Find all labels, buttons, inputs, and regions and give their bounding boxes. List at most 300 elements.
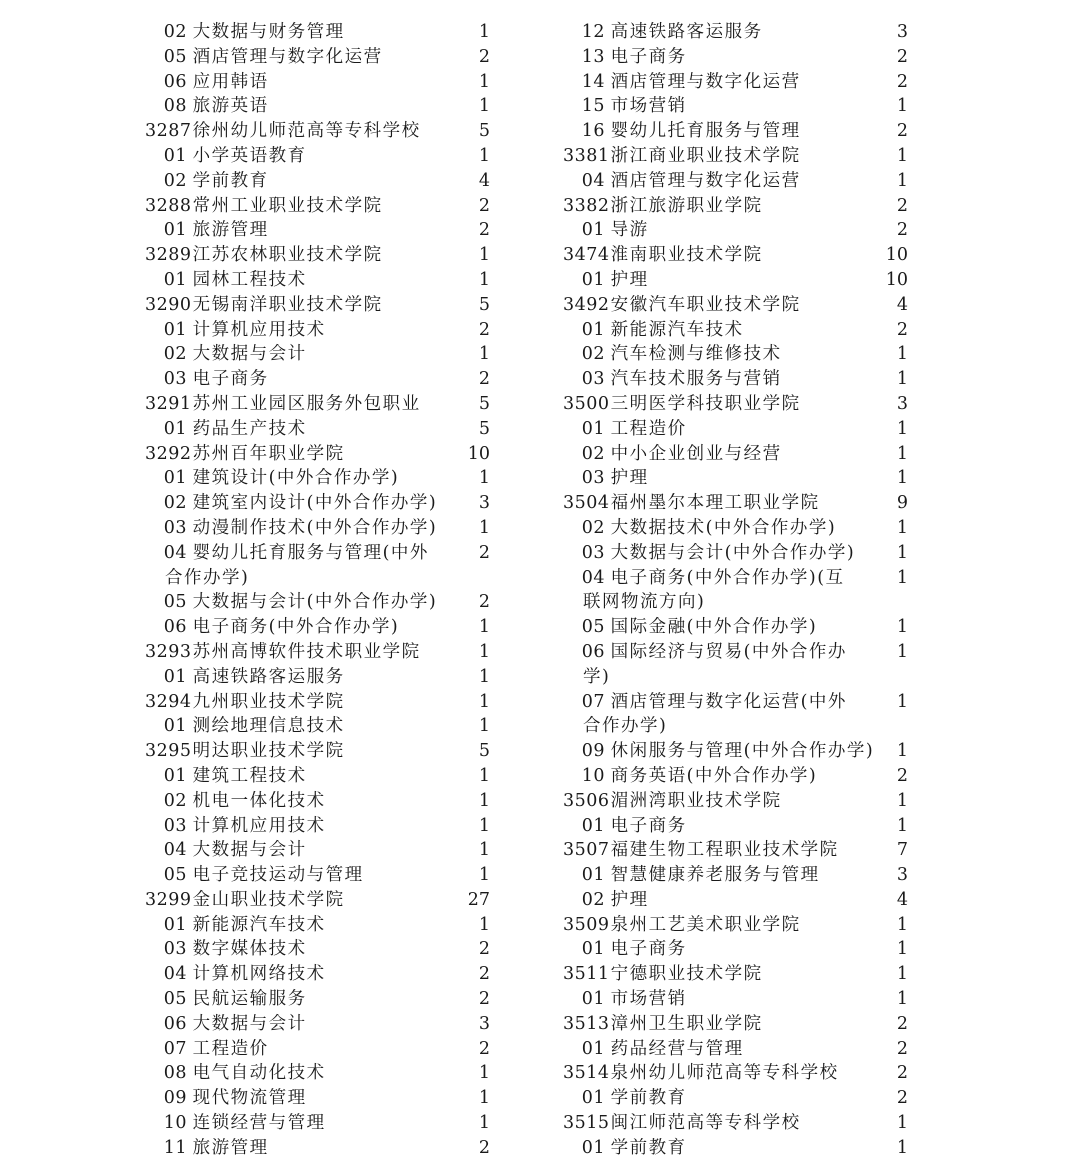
enrollment-count: 9 — [896, 493, 908, 514]
major-code: 07 — [581, 691, 605, 712]
major-code: 06 — [581, 641, 605, 662]
major-row — [563, 466, 908, 491]
enrollment-count: 3 — [896, 393, 908, 414]
enrollment-count: 2 — [896, 121, 908, 142]
major-code: 01 — [581, 1088, 605, 1109]
major-row — [145, 491, 490, 516]
major-row — [563, 987, 908, 1012]
school-name: 金山职业技术学院 — [192, 889, 345, 910]
enrollment-count: 1 — [896, 641, 908, 662]
major-row — [563, 70, 908, 95]
major-row — [145, 937, 490, 962]
enrollment-count: 1 — [478, 1063, 490, 1084]
major-name: 智慧健康养老服务与管理 — [610, 865, 820, 886]
major-code: 06 — [163, 1013, 187, 1034]
school-name: 九州职业技术学院 — [192, 691, 345, 712]
enrollment-count: 1 — [478, 840, 490, 861]
major-code: 08 — [163, 1063, 187, 1084]
enrollment-count: 1 — [478, 765, 490, 786]
major-name: 大数据与会计 — [192, 344, 307, 365]
major-name: 连锁经营与管理 — [192, 1113, 326, 1134]
major-name: 旅游管理 — [192, 220, 269, 241]
major-name: 电子商务(中外合作办学) — [192, 617, 400, 638]
major-name: 计算机应用技术 — [192, 815, 326, 836]
enrollment-count: 4 — [478, 170, 490, 191]
major-code: 03 — [163, 369, 187, 390]
major-name: 小学英语教育 — [192, 145, 307, 166]
school-code: 3288 — [145, 195, 192, 216]
major-row — [563, 169, 908, 194]
major-name: 大数据与财务管理 — [192, 22, 345, 42]
school-name: 苏州高博软件技术职业学院 — [192, 641, 421, 662]
school-code: 3381 — [563, 145, 610, 166]
enrollment-count: 1 — [478, 815, 490, 836]
major-row — [563, 45, 908, 70]
major-name: 动漫制作技术(中外合作办学) — [192, 517, 438, 538]
major-name: 学前教育 — [192, 170, 269, 191]
major-code: 01 — [163, 220, 187, 241]
school-row — [563, 392, 908, 417]
major-row — [145, 1037, 490, 1062]
enrollment-count: 2 — [478, 989, 490, 1010]
major-name: 建筑工程技术 — [192, 765, 307, 786]
enrollment-count: 1 — [896, 1137, 908, 1158]
major-code: 01 — [163, 269, 187, 290]
enrollment-count: 10 — [885, 245, 908, 266]
major-row — [145, 714, 490, 739]
major-row-continuation — [145, 566, 490, 591]
major-name: 新能源汽车技术 — [610, 319, 744, 340]
enrollment-count: 1 — [478, 865, 490, 886]
major-code: 04 — [163, 840, 187, 861]
school-name: 福州墨尔本理工职业学院 — [610, 493, 820, 514]
school-row — [145, 392, 490, 417]
major-code: 02 — [581, 889, 605, 910]
major-row — [563, 417, 908, 442]
major-row — [145, 20, 490, 45]
enrollment-count: 10 — [467, 443, 490, 464]
enrollment-count: 2 — [896, 46, 908, 67]
enrollment-count: 1 — [896, 1113, 908, 1134]
enrollment-count: 2 — [478, 939, 490, 960]
major-row — [145, 913, 490, 938]
major-name: 电子商务 — [610, 815, 687, 836]
enrollment-count: 1 — [478, 790, 490, 811]
major-row — [145, 318, 490, 343]
major-code: 03 — [581, 542, 605, 563]
major-name: 婴幼儿托育服务与管理(中外 — [192, 542, 429, 563]
major-code: 05 — [163, 989, 187, 1010]
major-row — [145, 367, 490, 392]
major-code: 01 — [163, 319, 187, 340]
school-code: 3293 — [145, 641, 192, 662]
major-row — [145, 218, 490, 243]
enrollment-count: 3 — [478, 1013, 490, 1034]
school-name: 苏州百年职业学院 — [192, 443, 345, 464]
school-code: 3294 — [145, 691, 192, 712]
enrollment-count: 1 — [478, 617, 490, 638]
enrollment-count: 2 — [896, 1088, 908, 1109]
enrollment-count: 1 — [896, 914, 908, 935]
major-code: 13 — [581, 46, 605, 67]
major-row — [145, 1136, 490, 1161]
major-row — [145, 94, 490, 119]
school-name: 徐州幼儿师范高等专科学校 — [192, 121, 421, 142]
major-name: 大数据与会计(中外合作办学) — [610, 542, 856, 563]
school-code: 3506 — [563, 790, 610, 811]
school-code: 3504 — [563, 493, 610, 514]
major-name: 市场营销 — [610, 96, 687, 117]
major-code: 01 — [581, 865, 605, 886]
enrollment-count: 2 — [478, 1038, 490, 1059]
major-code: 03 — [581, 468, 605, 489]
major-row — [145, 45, 490, 70]
major-row — [145, 1086, 490, 1111]
major-code: 01 — [163, 418, 187, 439]
major-row — [145, 615, 490, 640]
enrollment-count: 1 — [478, 641, 490, 662]
major-name: 大数据与会计 — [192, 840, 307, 861]
major-row — [145, 268, 490, 293]
school-name: 苏州工业园区服务外包职业 — [192, 393, 421, 414]
major-code: 09 — [163, 1088, 187, 1109]
major-row — [145, 541, 490, 566]
major-name: 高速铁路客运服务 — [610, 22, 763, 42]
major-name: 汽车技术服务与营销 — [610, 369, 782, 390]
enrollment-count: 1 — [896, 790, 908, 811]
major-code: 05 — [163, 592, 187, 613]
enrollment-count: 1 — [896, 939, 908, 960]
major-code: 01 — [163, 145, 187, 166]
major-code: 10 — [581, 765, 605, 786]
school-code: 3290 — [145, 294, 192, 315]
major-code: 01 — [581, 939, 605, 960]
school-code: 3292 — [145, 443, 192, 464]
major-row — [145, 516, 490, 541]
major-row — [145, 789, 490, 814]
major-row — [563, 690, 908, 715]
school-name: 淮南职业技术学院 — [610, 245, 763, 266]
major-code: 02 — [163, 790, 187, 811]
major-code: 01 — [581, 418, 605, 439]
major-name: 大数据技术(中外合作办学) — [610, 517, 837, 538]
major-code: 10 — [163, 1113, 187, 1134]
major-row — [563, 764, 908, 789]
enrollment-count: 1 — [896, 443, 908, 464]
school-name: 漳州卫生职业学院 — [610, 1013, 763, 1034]
school-name: 江苏农林职业技术学院 — [192, 245, 383, 266]
major-code: 12 — [581, 22, 605, 42]
enrollment-count: 2 — [478, 319, 490, 340]
school-row — [563, 243, 908, 268]
major-row — [563, 1136, 908, 1161]
major-name: 电子商务 — [192, 369, 269, 390]
major-code: 04 — [581, 567, 605, 588]
enrollment-count: 1 — [478, 22, 490, 42]
school-name: 湄洲湾职业技术学院 — [610, 790, 782, 811]
school-row — [145, 690, 490, 715]
school-code: 3382 — [563, 195, 610, 216]
school-code: 3299 — [145, 889, 192, 910]
enrollment-count: 1 — [478, 716, 490, 737]
major-row — [563, 566, 908, 591]
major-code: 03 — [163, 815, 187, 836]
major-code: 04 — [163, 542, 187, 563]
school-code: 3514 — [563, 1063, 610, 1084]
major-code: 15 — [581, 96, 605, 117]
school-row — [563, 1111, 908, 1136]
school-code: 3492 — [563, 294, 610, 315]
school-row — [145, 243, 490, 268]
major-row — [145, 962, 490, 987]
enrollment-count: 5 — [478, 294, 490, 315]
enrollment-count: 1 — [896, 964, 908, 985]
major-row — [145, 838, 490, 863]
school-row — [563, 913, 908, 938]
major-name: 现代物流管理 — [192, 1088, 307, 1109]
enrollment-count: 7 — [896, 840, 908, 861]
enrollment-count: 1 — [478, 468, 490, 489]
enrollment-count: 2 — [478, 220, 490, 241]
right-column — [563, 20, 908, 1161]
enrollment-count: 1 — [896, 617, 908, 638]
major-row — [563, 218, 908, 243]
major-name: 数字媒体技术 — [192, 939, 307, 960]
major-row — [563, 541, 908, 566]
school-row — [145, 640, 490, 665]
school-row — [145, 194, 490, 219]
school-code: 3507 — [563, 840, 610, 861]
major-code: 01 — [163, 716, 187, 737]
enrollment-count: 1 — [896, 567, 908, 588]
school-row — [145, 293, 490, 318]
major-row — [145, 814, 490, 839]
school-name: 泉州幼儿师范高等专科学校 — [610, 1063, 839, 1084]
school-name: 泉州工艺美术职业学院 — [610, 914, 801, 935]
major-row — [563, 516, 908, 541]
enrollment-count: 1 — [896, 542, 908, 563]
school-name: 安徽汽车职业技术学院 — [610, 294, 801, 315]
major-name: 工程造价 — [192, 1038, 269, 1059]
major-name-continuation: 联网物流方向) — [583, 592, 706, 613]
major-code: 02 — [163, 344, 187, 365]
major-row — [145, 863, 490, 888]
major-row — [563, 1086, 908, 1111]
major-row — [563, 318, 908, 343]
major-name: 应用韩语 — [192, 71, 269, 92]
major-code: 01 — [581, 269, 605, 290]
enrollment-count: 1 — [896, 145, 908, 166]
school-code: 3511 — [563, 964, 610, 985]
major-row — [563, 1037, 908, 1062]
major-name-continuation: 学) — [583, 666, 611, 687]
enrollment-count: 1 — [896, 517, 908, 538]
school-code: 3500 — [563, 393, 610, 414]
major-code: 01 — [163, 765, 187, 786]
school-name: 常州工业职业技术学院 — [192, 195, 383, 216]
major-name: 汽车检测与维修技术 — [610, 344, 782, 365]
enrollment-count: 1 — [478, 1113, 490, 1134]
major-code: 01 — [581, 220, 605, 241]
school-code: 3289 — [145, 245, 192, 266]
major-code: 03 — [163, 939, 187, 960]
major-name: 电子竞技运动与管理 — [192, 865, 364, 886]
major-row — [563, 20, 908, 45]
major-name: 药品经营与管理 — [610, 1038, 744, 1059]
major-row — [145, 665, 490, 690]
school-row — [563, 491, 908, 516]
major-row — [563, 367, 908, 392]
enrollment-count: 1 — [478, 1088, 490, 1109]
school-row — [145, 442, 490, 467]
major-row — [145, 342, 490, 367]
major-name: 护理 — [610, 468, 649, 489]
enrollment-count: 3 — [478, 493, 490, 514]
major-name: 国际金融(中外合作办学) — [610, 617, 818, 638]
major-code: 01 — [163, 914, 187, 935]
major-code: 02 — [163, 22, 187, 42]
enrollment-count: 1 — [478, 914, 490, 935]
major-code: 02 — [163, 493, 187, 514]
major-code: 02 — [581, 443, 605, 464]
enrollment-count: 2 — [896, 319, 908, 340]
major-name: 建筑室内设计(中外合作办学) — [192, 493, 438, 514]
school-name: 明达职业技术学院 — [192, 741, 345, 762]
enrollment-count: 2 — [478, 542, 490, 563]
major-name: 护理 — [610, 889, 649, 910]
enrollment-count: 27 — [467, 889, 490, 910]
enrollment-count: 1 — [478, 269, 490, 290]
enrollment-count: 2 — [478, 1137, 490, 1158]
major-name: 酒店管理与数字化运营 — [610, 170, 801, 191]
enrollment-count: 1 — [478, 691, 490, 712]
major-name: 国际经济与贸易(中外合作办 — [610, 641, 847, 662]
major-name: 电子商务(中外合作办学)(互 — [610, 567, 845, 588]
major-code: 01 — [581, 815, 605, 836]
major-name: 酒店管理与数字化运营 — [192, 46, 383, 67]
major-code: 04 — [581, 170, 605, 191]
enrollment-count: 2 — [478, 46, 490, 67]
major-row — [145, 466, 490, 491]
major-code: 01 — [581, 319, 605, 340]
major-code: 11 — [163, 1137, 187, 1158]
major-code: 14 — [581, 71, 605, 92]
major-name: 计算机网络技术 — [192, 964, 326, 985]
enrollment-count: 2 — [896, 195, 908, 216]
enrollment-count: 10 — [885, 269, 908, 290]
major-row — [145, 70, 490, 95]
school-row — [563, 789, 908, 814]
school-row — [563, 1061, 908, 1086]
enrollment-count: 1 — [896, 989, 908, 1010]
major-row — [563, 119, 908, 144]
major-row — [563, 739, 908, 764]
school-code: 3509 — [563, 914, 610, 935]
enrollment-count: 5 — [478, 121, 490, 142]
major-name: 旅游英语 — [192, 96, 269, 117]
major-code: 01 — [163, 468, 187, 489]
enrollment-count: 1 — [896, 691, 908, 712]
major-name: 中小企业创业与经营 — [610, 443, 782, 464]
major-name: 休闲服务与管理(中外合作办学) — [610, 741, 875, 762]
enrollment-count: 3 — [896, 22, 908, 42]
major-name: 大数据与会计(中外合作办学) — [192, 592, 438, 613]
major-name: 学前教育 — [610, 1088, 687, 1109]
major-row — [563, 94, 908, 119]
enrollment-count: 1 — [896, 170, 908, 191]
major-name: 婴幼儿托育服务与管理 — [610, 121, 801, 142]
major-row — [563, 863, 908, 888]
major-code: 05 — [581, 617, 605, 638]
enrollment-count: 1 — [896, 344, 908, 365]
enrollment-count: 1 — [478, 517, 490, 538]
major-name: 旅游管理 — [192, 1137, 269, 1158]
major-name: 测绘地理信息技术 — [192, 716, 345, 737]
major-row — [145, 764, 490, 789]
school-name: 无锡南洋职业技术学院 — [192, 294, 383, 315]
major-code: 02 — [581, 517, 605, 538]
major-code: 01 — [163, 666, 187, 687]
major-name: 大数据与会计 — [192, 1013, 307, 1034]
major-row — [145, 144, 490, 169]
major-code: 02 — [581, 344, 605, 365]
major-row — [563, 442, 908, 467]
major-name: 护理 — [610, 269, 649, 290]
enrollment-count: 2 — [896, 71, 908, 92]
school-row — [563, 1012, 908, 1037]
enrollment-count: 1 — [896, 418, 908, 439]
major-name: 机电一体化技术 — [192, 790, 326, 811]
major-name: 民航运输服务 — [192, 989, 307, 1010]
major-name: 电子商务 — [610, 939, 687, 960]
major-name: 酒店管理与数字化运营 — [610, 71, 801, 92]
left-column — [145, 20, 490, 1161]
enrollment-count: 2 — [478, 964, 490, 985]
major-row — [145, 1012, 490, 1037]
major-code: 08 — [163, 96, 187, 117]
major-name: 园林工程技术 — [192, 269, 307, 290]
major-row — [145, 169, 490, 194]
school-name: 三明医学科技职业学院 — [610, 393, 801, 414]
school-row — [563, 293, 908, 318]
school-code: 3287 — [145, 121, 192, 142]
major-row — [563, 342, 908, 367]
major-row — [563, 268, 908, 293]
major-row — [145, 1111, 490, 1136]
major-name: 导游 — [610, 220, 649, 241]
major-name: 电子商务 — [610, 46, 687, 67]
major-name: 计算机应用技术 — [192, 319, 326, 340]
enrollment-count: 2 — [896, 1038, 908, 1059]
enrollment-count: 1 — [896, 369, 908, 390]
major-row — [563, 937, 908, 962]
enrollment-count: 2 — [896, 1063, 908, 1084]
major-code: 05 — [163, 865, 187, 886]
enrollment-count: 1 — [478, 344, 490, 365]
major-name: 工程造价 — [610, 418, 687, 439]
major-row — [563, 888, 908, 913]
major-name: 学前教育 — [610, 1137, 687, 1158]
enrollment-count: 2 — [896, 765, 908, 786]
major-row-continuation — [563, 665, 908, 690]
enrollment-count: 4 — [896, 294, 908, 315]
school-name: 福建生物工程职业技术学院 — [610, 840, 839, 861]
major-name: 建筑设计(中外合作办学) — [192, 468, 400, 489]
enrollment-count: 5 — [478, 741, 490, 762]
major-row — [563, 615, 908, 640]
school-name: 宁德职业技术学院 — [610, 964, 763, 985]
enrollment-count: 1 — [478, 145, 490, 166]
